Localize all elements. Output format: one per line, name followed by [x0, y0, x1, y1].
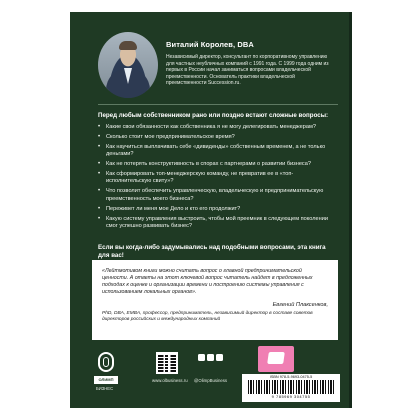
author-photo [98, 32, 158, 98]
author-name: Виталий Королев, DBA [166, 40, 254, 49]
question-text: Как не потерять конструктивность в спорах с партнерами о развитии бизнеса? [106, 161, 311, 168]
bullet-icon: • [98, 171, 101, 178]
publisher-logo-icon [98, 352, 114, 372]
social-icons [198, 354, 223, 361]
author-photo-hair [119, 41, 137, 50]
isbn-text: ISBN 978-5-9693-0475-5 [269, 375, 313, 379]
vk-icon[interactable] [198, 354, 205, 361]
qr-code-icon [156, 352, 178, 374]
bullet-icon: • [98, 188, 101, 195]
list-item [98, 124, 338, 131]
quote-text: «Лейтмотивом книги можно считать вопрос о главной предпринимательской ценности. А ответы на этот ключевой вопрос читатель найдет в предложенных подходах к оценке и организации времени и построению системы управления с использованием локальных органов». [102, 268, 313, 295]
closing-text: Если вы когда-либо задумывались над подобными вопросами, эта книга для вас! [98, 244, 326, 259]
publisher-label: БИЗНЕС [96, 386, 114, 391]
intro-text: Перед любым собственником рано или поздно встают сложные вопросы: [98, 112, 329, 119]
author-section [98, 32, 338, 100]
question-text: Переживет ли меня мое Дело и кто его продолжит? [106, 205, 241, 212]
bullet-icon: • [98, 124, 101, 130]
quote-box [92, 260, 338, 340]
publisher-badge: ОЛИМП [94, 376, 118, 384]
section-divider [98, 104, 338, 105]
list-item [98, 216, 338, 230]
barcode-bars [248, 380, 334, 394]
list-item [98, 144, 338, 158]
list-item [98, 161, 338, 168]
list-item [98, 206, 338, 213]
list-item [98, 188, 338, 202]
list-item [98, 171, 338, 185]
cover-edge [349, 12, 352, 408]
quote-author-role: PhD, DBA, EMBA, профессор, предприниматель, независимый директор в составе советов директоров российских и международных компаний [102, 310, 313, 322]
list-item [98, 134, 338, 141]
bullet-icon: • [98, 134, 101, 140]
question-text: Сколько стоит мое предпринимательское время? [106, 134, 235, 140]
footer-strip [92, 346, 342, 402]
bullet-icon: • [98, 144, 101, 150]
author-bio: Независимый директор, консультант по корпоративному управлению для частных неубличных компаний с 1991 года. С 1999 года одним из первых в России начал заниматься вопросами владельческой преемственности. Основатель практики владельческой преемственности Succession.ru. [166, 54, 329, 87]
telegram-icon[interactable] [207, 354, 214, 361]
questions-list [98, 124, 338, 233]
barcode-digits: 9 785969 304755 [271, 394, 311, 399]
quote-author: Евгений Плаксенков, [272, 301, 328, 308]
book-back-cover [70, 12, 352, 408]
instagram-icon[interactable] [216, 354, 223, 361]
question-text: Как сформировать топ-менеджерскую команду, не превратив ее в «топ-исполнительскую свиту»? [106, 171, 294, 185]
bullet-icon: • [98, 161, 101, 168]
ereader-icon [258, 346, 294, 372]
question-text: Какую систему управления выстроить, чтобы мой преемник в следующем поколении смог успешно развивать бизнес? [106, 215, 328, 229]
social-handle: @OlimpBusiness [194, 378, 228, 383]
question-text: Как научиться выплачивать себе «дивиденды» собственным временем, а не только деньгами? [106, 144, 326, 158]
website-link[interactable]: www.olbusiness.ru [152, 378, 188, 383]
bullet-icon: • [98, 205, 101, 212]
question-text: Что позволит обеспечить управленческую, владельческую и предпринимательскую преемственность моего бизнеса? [106, 188, 324, 202]
bullet-icon: • [98, 215, 101, 222]
question-text: Какие свои обязанности как собственника я не могу делегировать менеджерам? [106, 124, 316, 130]
barcode [242, 374, 340, 402]
